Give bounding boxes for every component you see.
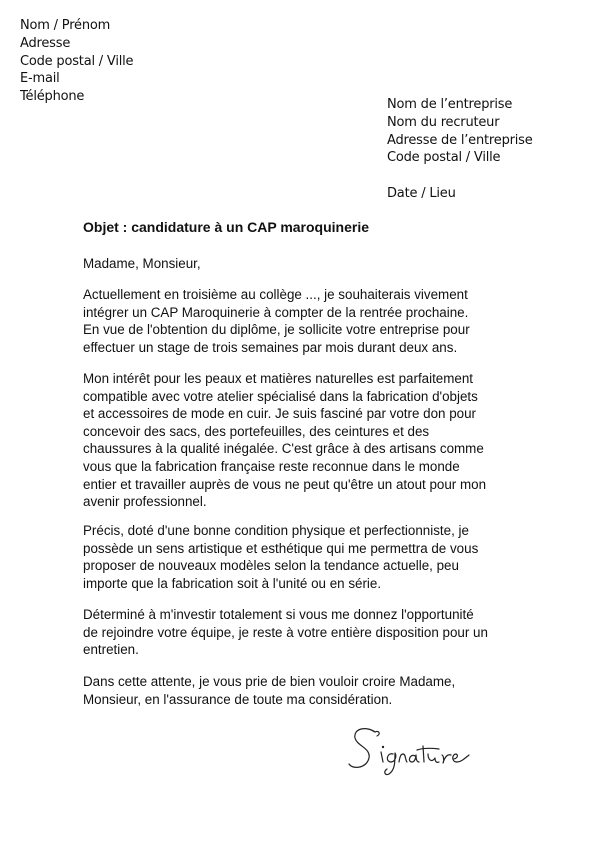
paragraph-availability [83, 606, 488, 659]
recipient-company: Nom de l’entreprise [387, 97, 513, 112]
paragraph-line: Monsieur, en l'assurance de toute ma considération. [83, 691, 393, 707]
paragraph-line: intégrer un CAP Maroquinerie à compter de la rentrée prochaine. [83, 304, 469, 320]
letter-greeting: Madame, Monsieur, [83, 256, 201, 271]
paragraph-line: de rejoindre votre équipe, je reste à votre entière disposition pour un [83, 624, 488, 640]
recipient-postal-city: Code postal / Ville [387, 150, 501, 166]
paragraph-closing [83, 673, 455, 708]
paragraph-line: concevoir des sacs, des portefeuilles, des ceintures et des [83, 423, 430, 439]
paragraph-qualities [83, 522, 478, 592]
paragraph-motivation [83, 370, 486, 511]
paragraph-line: Précis, doté d'une bonne condition physique et perfectionniste, je [83, 523, 469, 538]
recipient-block [387, 96, 533, 203]
handwritten-signature [345, 722, 495, 778]
recipient-recruiter: Nom du recruteur [387, 114, 500, 130]
sender-name: Nom / Prénom [20, 18, 111, 33]
sender-phone: Téléphone [20, 89, 85, 105]
letter-subject: Objet : candidature à un CAP maroquinerie [83, 219, 370, 235]
paragraph-line: effectuer un stage de trois semaines par mois durant deux ans. [83, 339, 458, 355]
paragraph-line: En vue de l'obtention du diplôme, je sollicite votre entreprise pour [83, 322, 470, 338]
paragraph-line: entretien. [83, 642, 139, 658]
recipient-address: Adresse de l’entreprise [387, 132, 533, 148]
sender-postal-city: Code postal / Ville [20, 53, 134, 69]
paragraph-line: Dans cette attente, je vous prie de bien vouloir croire Madame, [83, 674, 456, 689]
paragraph-line: Mon intérêt pour les peaux et matières naturelles est parfaitement [83, 371, 474, 386]
paragraph-line: avenir professionnel. [83, 494, 207, 510]
date-place: Date / Lieu [387, 185, 456, 201]
paragraph-line: possède un sens artistique et esthétique qui me permettra de vous [83, 540, 479, 556]
paragraph-line: compatible avec votre atelier spécialisé dans la fabrication d'objets [83, 388, 478, 404]
sender-email: E-mail [20, 71, 60, 87]
paragraph-line: Déterminé à m'investir totalement si vous me donnez l'opportunité [83, 607, 474, 622]
paragraph-line: importe que la fabrication soit à l'unité ou en série. [83, 575, 382, 591]
signature-text: Signature [417, 777, 423, 778]
paragraph-line: Actuellement en troisième au collège ..., je souhaiterais vivement [83, 287, 468, 302]
paragraph-line: proposer de nouveaux modèles selon la tendance actuelle, peu [83, 558, 459, 574]
sender-block [20, 17, 133, 106]
paragraph-line: et accessoires de mode en cuir. Je suis fasciné par votre don pour [83, 406, 477, 422]
paragraph-line: entier et travailler auprès de vous ne peut qu'être un atout pour mon [83, 476, 487, 492]
paragraph-line: chaussures à la qualité inégalée. C'est grâce à des artisans comme [83, 441, 484, 457]
paragraph-line: vous que la fabrication française reste reconnue dans le monde [83, 458, 460, 474]
paragraph-intro [83, 286, 470, 356]
sender-address: Adresse [20, 35, 71, 51]
